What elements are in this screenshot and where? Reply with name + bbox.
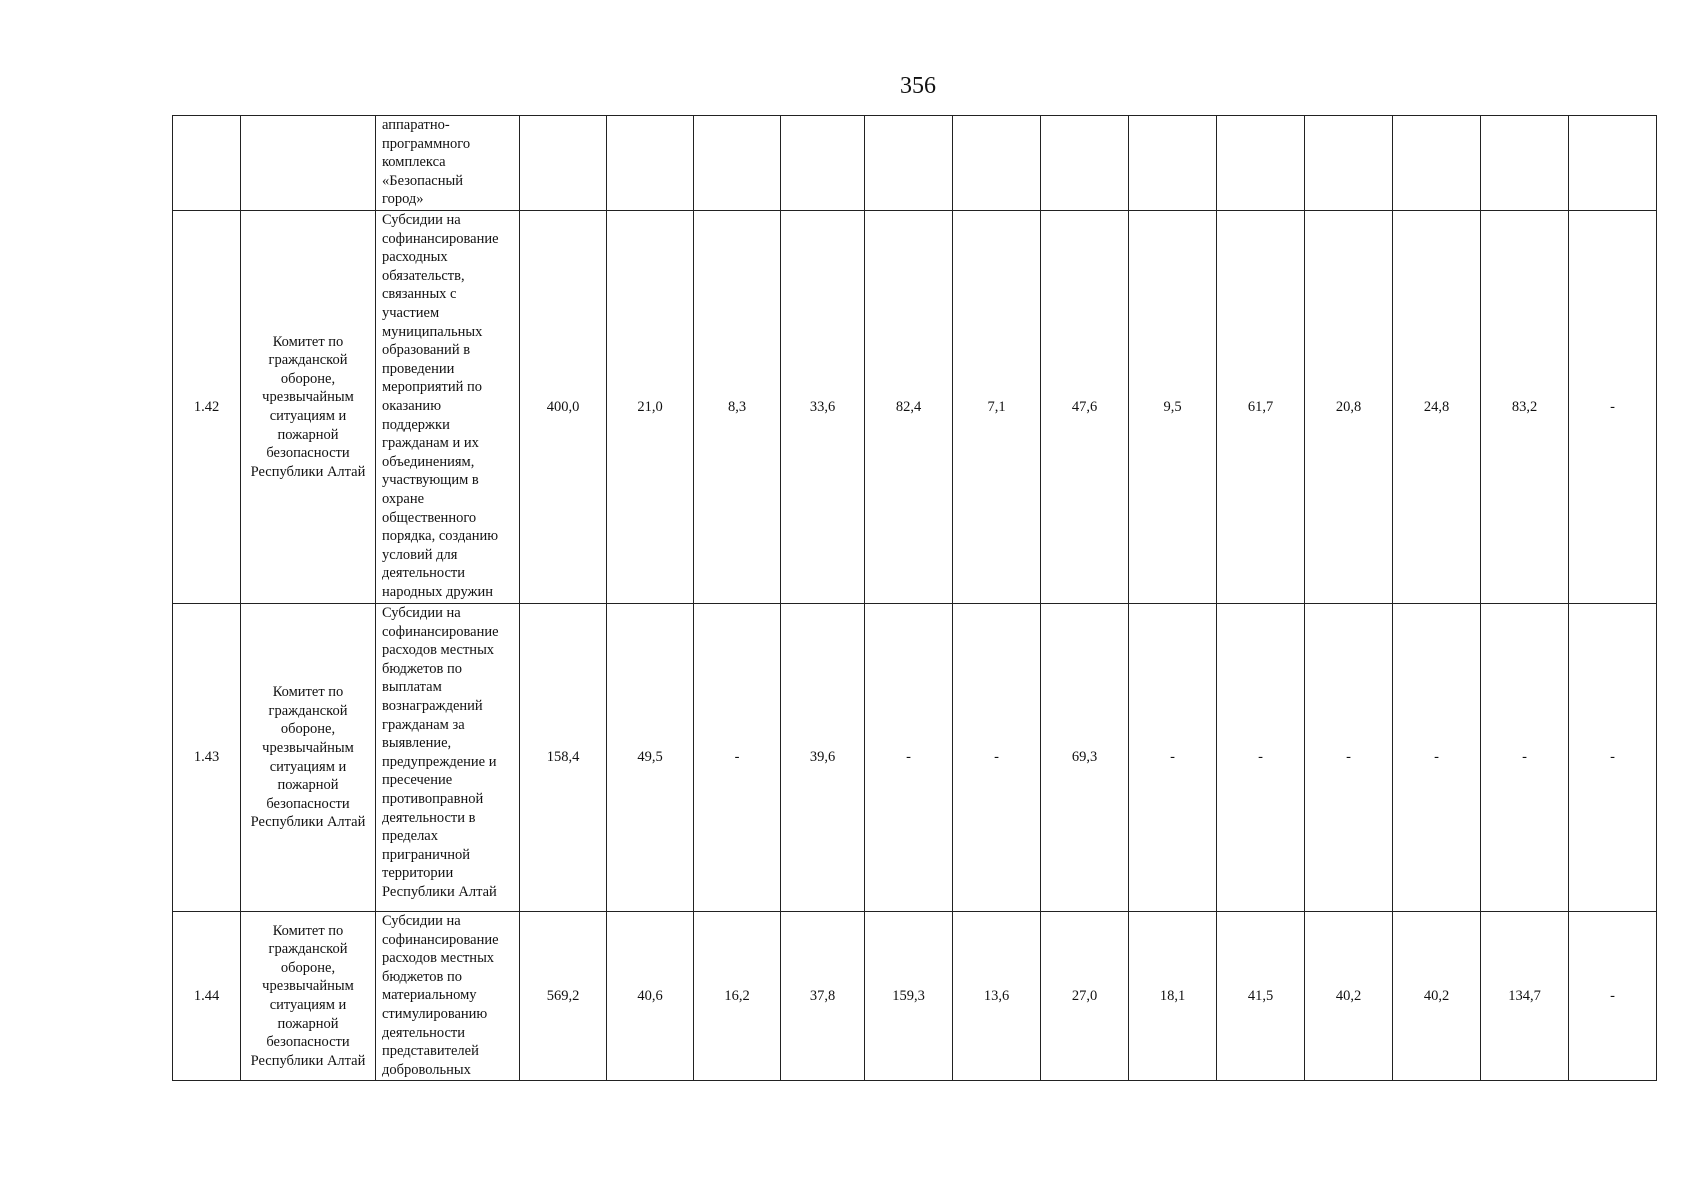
table-row-continuation <box>173 116 1657 211</box>
value-cell: 37,8 <box>781 912 865 1081</box>
value-cell: 40,2 <box>1393 912 1481 1081</box>
value-cell: 49,5 <box>607 604 694 912</box>
value-cell: 9,5 <box>1129 211 1217 604</box>
value-cell <box>1393 116 1481 211</box>
organization-cell: Комитет по гражданской обороне, чрезвычайным ситуациям и пожарной безопасности Республики Алтай <box>241 604 376 912</box>
value-cell <box>607 116 694 211</box>
value-cell: 569,2 <box>520 912 607 1081</box>
value-cell: 47,6 <box>1041 211 1129 604</box>
value-cell <box>1217 116 1305 211</box>
value-cell: 24,8 <box>1393 211 1481 604</box>
value-cell <box>781 116 865 211</box>
value-cell: 18,1 <box>1129 912 1217 1081</box>
value-cell <box>1305 116 1393 211</box>
budget-table <box>172 115 1657 1081</box>
value-cell: 134,7 <box>1481 912 1569 1081</box>
value-cell: 40,6 <box>607 912 694 1081</box>
value-cell: - <box>1481 604 1569 912</box>
table-row-1-43 <box>173 604 1657 912</box>
row-number-cell: 1.42 <box>173 211 241 604</box>
value-cell: 16,2 <box>694 912 781 1081</box>
value-cell: - <box>953 604 1041 912</box>
value-cell: - <box>1217 604 1305 912</box>
table-row-1-44 <box>173 912 1657 1081</box>
value-cell: 61,7 <box>1217 211 1305 604</box>
value-cell: 13,6 <box>953 912 1041 1081</box>
value-cell: 40,2 <box>1305 912 1393 1081</box>
value-cell <box>694 116 781 211</box>
value-cell: - <box>1393 604 1481 912</box>
value-cell: - <box>694 604 781 912</box>
value-cell: 7,1 <box>953 211 1041 604</box>
value-cell: 8,3 <box>694 211 781 604</box>
value-cell <box>1041 116 1129 211</box>
organization-cell: Комитет по гражданской обороне, чрезвычайным ситуациям и пожарной безопасности Республики Алтай <box>241 211 376 604</box>
description-cell: Субсидии на софинансирование расходных обязательств, связанных с участием муниципальных образований в проведении мероприятий по оказанию поддержки гражданам и их объединениям, участвующим в охране общественного порядка, созданию условий для деятельности народных дружин <box>376 211 520 604</box>
value-cell: 159,3 <box>865 912 953 1081</box>
organization-cell <box>241 116 376 211</box>
value-cell: 400,0 <box>520 211 607 604</box>
row-number-cell: 1.43 <box>173 604 241 912</box>
value-cell: - <box>865 604 953 912</box>
value-cell: - <box>1569 604 1657 912</box>
value-cell: 21,0 <box>607 211 694 604</box>
value-cell <box>1129 116 1217 211</box>
value-cell: 33,6 <box>781 211 865 604</box>
row-number-cell: 1.44 <box>173 912 241 1081</box>
value-cell <box>1569 116 1657 211</box>
value-cell: 158,4 <box>520 604 607 912</box>
description-cell: Субсидии на софинансирование расходов местных бюджетов по материальному стимулированию деятельности представителей добровольных <box>376 912 520 1081</box>
value-cell <box>865 116 953 211</box>
value-cell: - <box>1569 912 1657 1081</box>
table-row-1-42 <box>173 211 1657 604</box>
value-cell: 39,6 <box>781 604 865 912</box>
value-cell: - <box>1129 604 1217 912</box>
value-cell <box>953 116 1041 211</box>
page-number: 356 <box>900 73 936 99</box>
value-cell: 82,4 <box>865 211 953 604</box>
value-cell: 20,8 <box>1305 211 1393 604</box>
description-cell: Субсидии на софинансирование расходов местных бюджетов по выплатам вознаграждений гражданам за выявление, предупреждение и пресечение противоправной деятельности в пределах приграничной территории Республики Алтай <box>376 604 520 912</box>
value-cell: 83,2 <box>1481 211 1569 604</box>
value-cell: - <box>1569 211 1657 604</box>
row-number-cell <box>173 116 241 211</box>
value-cell: 27,0 <box>1041 912 1129 1081</box>
value-cell: - <box>1305 604 1393 912</box>
value-cell <box>1481 116 1569 211</box>
description-cell: аппаратно- программного комплекса «Безопасный город» <box>376 116 520 211</box>
value-cell: 41,5 <box>1217 912 1305 1081</box>
organization-cell: Комитет по гражданской обороне, чрезвычайным ситуациям и пожарной безопасности Республики Алтай <box>241 912 376 1081</box>
value-cell <box>520 116 607 211</box>
value-cell: 69,3 <box>1041 604 1129 912</box>
